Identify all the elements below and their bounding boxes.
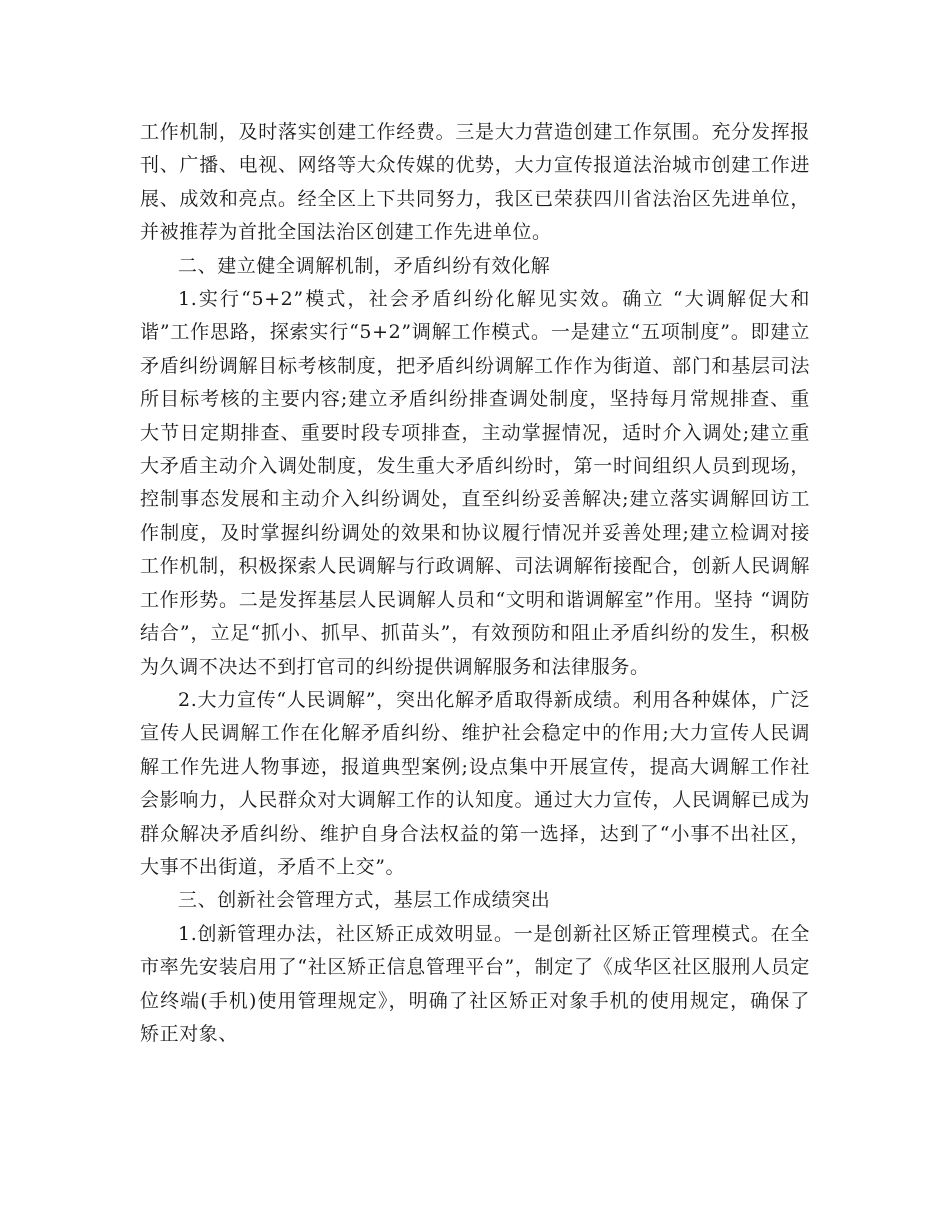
section-heading-3: 三、创新社会管理方式，基层工作成绩突出 <box>178 889 551 912</box>
paragraph-continuation: 工作机制，及时落实创建工作经费。三是大力营造创建工作氛围。充分发挥报刊、广播、电视、网络等大众传媒的优势，大力宣传报道法治城市创建工作进展、成效和亮点。经全区上下共同努力，我区已荣获四川省法治区先进单位，并被推荐为首批全国法治区创建工作先进单位。 <box>140 121 810 244</box>
paragraph-mediation-model: 1.实行“5+2”模式，社会矛盾纠纷化解见实效。确立 “大调解促大和谐”工作思路，探索实行“5+2”调解工作模式。一是建立“五项制度”。即建立矛盾纠纷调解目标考核制度，把矛盾纠纷调解工作作为街道、部门和基层司法所目标考核的主要内容;建立矛盾纠纷排查调处制度，坚持每月常规排查、重大节日定期排查、重要时段专项排查，主动掌握情况，适时介入调处;建立重大矛盾主动介入调处制度，发生重大矛盾纠纷时，第一时间组织人员到现场，控制事态发展和主动介入纠纷调处，直至纠纷妥善解决;建立落实调解回访工作制度，及时掌握纠纷调处的效果和协议履行情况并妥善处理;建立检调对接工作机制，积极探索人民调解与行政调解、司法调解衔接配合，创新人民调解工作形势。二是发挥基层人民调解人员和“文明和谐调解室”作用。坚持 “调防结合”，立足“抓小、抓早、抓苗头”，有效预防和阻止矛盾纠纷的发生，积极为久调不决达不到打官司的纠纷提供调解服务和法律服务。 <box>140 288 811 678</box>
section-heading-2: 二、建立健全调解机制，矛盾纠纷有效化解 <box>178 254 551 277</box>
document-body <box>140 116 810 1051</box>
paragraph-mediation-publicity: 2.大力宣传“人民调解”，突出化解矛盾取得新成绩。利用各种媒体，广泛宣传人民调解工作在化解矛盾纠纷、维护社会稳定中的作用;大力宣传人民调解工作先进人物事迹，报道典型案例;设点集中开展宣传，提高大调解工作社会影响力，人民群众对大调解工作的认知度。通过大力宣传，人民调解已成为群众解决矛盾纠纷、维护自身合法权益的第一选择，达到了“小事不出社区，大事不出街道，矛盾不上交”。 <box>140 688 810 878</box>
paragraph-community-correction: 1.创新管理办法，社区矫正成效明显。一是创新社区矫正管理模式。在全市率先安装启用了“社区矫正信息管理平台”，制定了《成华区社区服刑人员定位终端(手机)使用管理规定》，明确了社区矫正对象手机的使用规定，确保了矫正对象、 <box>140 922 810 1045</box>
